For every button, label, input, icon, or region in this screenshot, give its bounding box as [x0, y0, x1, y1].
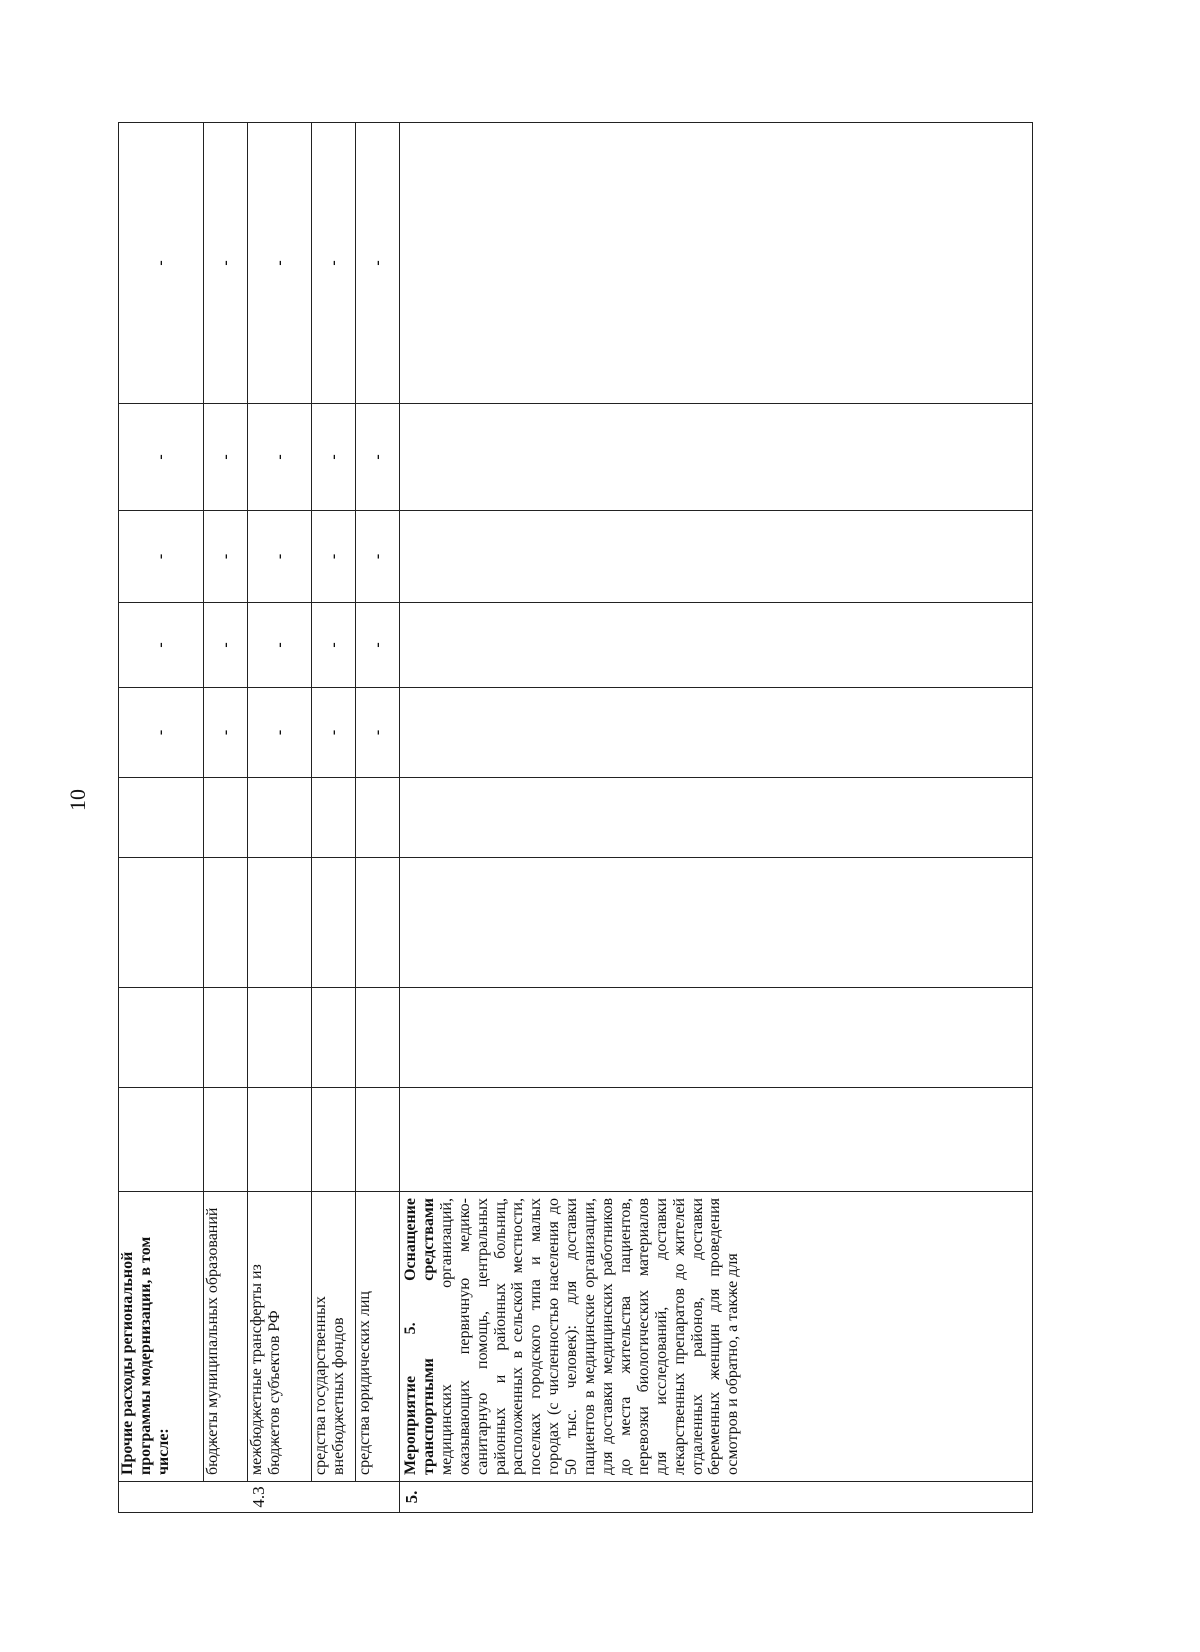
value-cell: - [312, 123, 356, 404]
value-cell: - [356, 123, 400, 404]
value-cell [204, 1088, 248, 1192]
value-cell: - [204, 123, 248, 404]
value-cell: - [356, 603, 400, 688]
value-cell [356, 988, 400, 1088]
value-cell: - [119, 123, 204, 404]
table-row [400, 123, 1033, 1513]
value-cell: - [248, 511, 312, 603]
value-cell: - [248, 123, 312, 404]
value-cell: - [248, 688, 312, 778]
value-cell: - [119, 688, 204, 778]
value-cell: - [312, 511, 356, 603]
value-cell [248, 858, 312, 988]
value-cell: - [312, 603, 356, 688]
value-cell [400, 858, 1033, 988]
value-cell [400, 1088, 1033, 1192]
value-cell [312, 1088, 356, 1192]
value-cell: - [312, 404, 356, 511]
value-cell: - [119, 603, 204, 688]
value-cell: - [204, 603, 248, 688]
row-label-cell: Прочие расходы региональной программы модернизации, в том числе: [119, 1192, 204, 1482]
table-row [312, 123, 356, 1513]
value-cell [400, 688, 1033, 778]
value-cell [248, 988, 312, 1088]
value-cell: - [356, 688, 400, 778]
funding-table [118, 122, 1033, 1513]
row-label-cell: средства государственных внебюджетных фондов [312, 1192, 356, 1482]
row-label-cell: бюджеты муниципальных образований [204, 1192, 248, 1482]
value-cell [119, 858, 204, 988]
row-number-cell: 5. [400, 1482, 1033, 1513]
value-cell [119, 988, 204, 1088]
value-cell [400, 603, 1033, 688]
value-cell: - [356, 511, 400, 603]
value-cell: - [204, 404, 248, 511]
activity-title: Мероприятие 5. Оснащение транспортными средствами [402, 1198, 437, 1475]
row-label-cell: межбюджетные трансферты из бюджетов субъектов РФ [248, 1192, 312, 1482]
value-cell: - [248, 603, 312, 688]
row-number-cell: 4.3 [119, 1482, 400, 1513]
value-cell [400, 988, 1033, 1088]
value-cell [312, 778, 356, 858]
value-cell [119, 778, 204, 858]
page-number: 10 [65, 789, 90, 811]
value-cell: - [119, 404, 204, 511]
value-cell [400, 123, 1033, 404]
value-cell [312, 858, 356, 988]
value-cell: - [248, 404, 312, 511]
value-cell [204, 858, 248, 988]
activity-description: медицинских организаций, оказывающих первичную медико-санитарную помощь, центральных районных и районных больниц, расположенных в сельской местности, поселках городского типа и малых городах (с численностью населения до 50 тыс. человек): для доставки пациентов в медицинские организации, для доставки медицинских работников до места жительства пациентов, перевозки биологических материалов для исследований, доставки лекарственных препаратов до жителей отдаленных районов, доставки беременных женщин для проведения осмотров и обратно, а также для [437, 1198, 742, 1475]
value-cell [248, 1088, 312, 1192]
value-cell [400, 511, 1033, 603]
value-cell [248, 778, 312, 858]
table-row [204, 123, 248, 1513]
value-cell [204, 778, 248, 858]
value-cell [119, 1088, 204, 1192]
value-cell [400, 778, 1033, 858]
table-row [356, 123, 400, 1513]
table-row [248, 123, 312, 1513]
table-container [118, 123, 1032, 1513]
value-cell [356, 858, 400, 988]
row-label-cell: средства юридических лиц [356, 1192, 400, 1482]
value-cell [400, 404, 1033, 511]
value-cell: - [204, 511, 248, 603]
row-label-cell [400, 1192, 1033, 1482]
table-row [119, 123, 204, 1513]
value-cell [312, 988, 356, 1088]
value-cell: - [119, 511, 204, 603]
value-cell: - [312, 688, 356, 778]
value-cell: - [204, 688, 248, 778]
value-cell: - [356, 404, 400, 511]
value-cell [356, 778, 400, 858]
value-cell [204, 988, 248, 1088]
value-cell [356, 1088, 400, 1192]
